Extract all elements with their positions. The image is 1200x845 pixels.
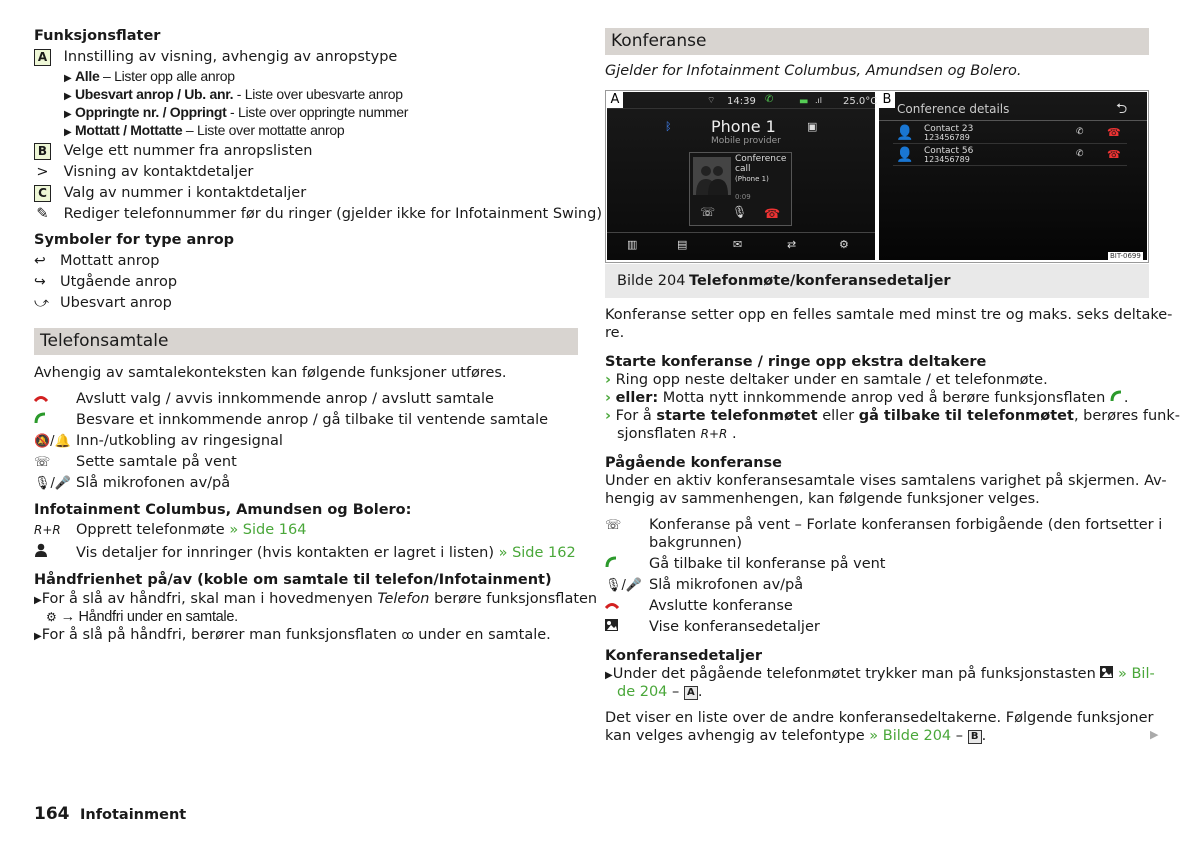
link-side-164[interactable]: » Side 164	[229, 522, 307, 538]
wifi-icon: ⌔	[707, 96, 716, 106]
start-step: › eller: Motta nytt innkommende anrop ved å berøre funksjonsflaten .	[605, 390, 1129, 406]
received-call-icon: ↩	[34, 253, 46, 269]
columbus-row: Vis detaljer for innringer (hvis kontakten er lagret i listen) » Side 162	[34, 543, 576, 561]
function-row: ☏ Sette samtale på vent	[34, 454, 237, 470]
figure-code: BIT-0699	[1110, 252, 1141, 260]
private-call-icon: ✆	[1076, 149, 1084, 159]
provider: Mobile provider	[711, 136, 781, 146]
phone-status-icon: ✆	[765, 94, 774, 105]
details-icon	[1100, 666, 1113, 678]
intro-line: Konferanse setter opp en felles samtale med minst tre og maks. seks deltake-	[605, 307, 1173, 323]
ongoing-title: Pågående konferanse	[605, 455, 783, 471]
sub-item: ▶ Ubesvart anrop / Ub. anr. - Liste over ubesvarte anrop	[64, 86, 403, 102]
hold-icon: ☏	[34, 455, 51, 470]
contact-row[interactable]: 👤 Contact 23 123456789 ✆ ☎	[893, 123, 1127, 144]
phonebook-icon: ▣	[807, 120, 818, 133]
columbus-title: Infotainment Columbus, Amundsen og Bolero:	[34, 502, 412, 518]
columbus-row: R+R Opprett telefonmøte » Side 164	[34, 522, 307, 538]
answer-icon	[605, 556, 617, 568]
ring-icon: 🔕/🔔	[34, 434, 71, 449]
clock: 14:39	[727, 96, 756, 107]
conf-function-cont: bakgrunnen)	[649, 535, 742, 551]
item-edit: ✎ Rediger telefonnummer før du ringer (gjelder ikke for Infotainment Swing)	[34, 206, 602, 222]
conf-function-row: Gå tilbake til konferanse på vent	[605, 556, 886, 572]
missed-call-icon: ⤻	[34, 295, 49, 311]
chapter-name: Infotainment	[80, 807, 187, 823]
conf-function-row: Vise konferansedetaljer	[605, 619, 820, 635]
answer-icon	[34, 412, 46, 424]
symbol-row: ⤻ Ubesvart anrop	[34, 295, 172, 311]
start-step-cont: sjonsflaten R+R .	[617, 426, 737, 442]
conf-function-row: ☏ Konferanse på vent – Forlate konferansen forbigående (den fortsetter i	[605, 517, 1163, 533]
details-step-cont: de 204 – A .	[617, 684, 703, 700]
signal-icon: .ıl	[815, 96, 822, 105]
start-title: Starte konferanse / ringe opp ekstra deltakere	[605, 354, 987, 370]
handsfree-step: ▶For å slå av håndfri, skal man i hovedmenyen Telefon berøre funksjonsflaten	[34, 591, 598, 607]
handsfree-title: Håndfrienhet på/av (koble om samtale til telefon/Infotainment)	[34, 572, 552, 588]
details-title: Konferansedetaljer	[605, 648, 762, 664]
start-step: › For å starte telefonmøtet eller gå tilbake til telefonmøtet, berøres funk-	[605, 408, 1180, 424]
conf-function-row: Avslutte konferanse	[605, 598, 793, 614]
screen-b-label: B	[879, 92, 895, 108]
symbol-row: ↩ Mottatt anrop	[34, 253, 160, 269]
temperature: 25.0°C	[843, 96, 878, 107]
hangup-icon: ☎	[1107, 148, 1121, 161]
ongoing-line: hengig av sammenhengen, kan følgende funksjoner velges.	[605, 491, 1040, 507]
section-intro: Avhengig av samtalekonteksten kan følgende funksjoner utføres.	[34, 365, 507, 381]
start-step: › Ring opp neste deltaker under en samtale / et telefonmøte.	[605, 372, 1048, 388]
screen-a	[607, 92, 878, 260]
mic-icon: 🎙/🎤	[605, 578, 643, 593]
item-b: B Velge ett nummer fra anropslisten	[34, 143, 312, 160]
function-row: Avslutt valg / avvis innkommende anrop / avslutt samtale	[34, 391, 494, 407]
outgoing-call-icon: ↪	[34, 274, 46, 290]
handsfree-step: ▶For å slå på håndfri, berører man funksjonsflaten ꝏ under en samtale.	[34, 627, 551, 643]
sub-item: ▶ Alle – Lister opp alle anrop	[64, 68, 235, 84]
answer-icon	[1110, 390, 1124, 402]
sub-item: ▶ Oppringte nr. / Oppringt - Liste over oppringte nummer	[64, 104, 409, 120]
item-chevron: > Visning av kontaktdetaljer	[34, 164, 253, 180]
details-step: ▶Under det pågående telefonmøtet trykker man på funksjonstasten » Bil-	[605, 666, 1155, 682]
item-a: A Innstilling av visning, avhengig av anropstype	[34, 49, 397, 66]
hangup-icon: ☎	[1107, 126, 1121, 139]
function-row: Besvare et innkommende anrop / gå tilbake til ventende samtale	[34, 412, 548, 428]
conf-function-row: 🎙/🎤 Slå mikrofonen av/på	[605, 577, 804, 593]
details-icon	[605, 619, 618, 631]
keypad-icon[interactable]: ▥	[627, 238, 638, 251]
funksjonsflater-title: Funksjonsflater	[34, 28, 161, 44]
mic-icon: 🎙/🎤	[34, 476, 72, 491]
call-timer: 0:09	[735, 193, 751, 201]
link-side-162[interactable]: » Side 162	[498, 545, 576, 561]
message-icon[interactable]: ✉	[733, 238, 743, 251]
calls-icon[interactable]: ⇄	[787, 238, 797, 251]
handsfree-step-cont: ⚙ → Håndfri under en samtale.	[46, 609, 238, 625]
phone-name: Phone 1	[711, 117, 776, 136]
person-icon: 👤	[896, 147, 914, 163]
person-icon: 👤	[896, 125, 914, 141]
screen-a-label: A	[607, 92, 623, 108]
figure-caption: Bilde 204 Telefonmøte/konferansedetaljer	[605, 264, 1149, 298]
back-icon[interactable]: ⮌	[1116, 101, 1128, 117]
link-bilde-204[interactable]: » Bilde 204	[869, 728, 952, 744]
next-page-arrow-icon[interactable]: ▶	[1150, 728, 1159, 741]
symbol-row: ↪ Utgående anrop	[34, 274, 178, 290]
chevron-right-icon: >	[36, 164, 49, 180]
sub-item: ▶ Mottatt / Mottatte – Liste over mottatte anrop	[64, 122, 345, 138]
section-header-konferanse: Konferanse	[605, 28, 1149, 55]
handsfree-icon: ꝏ	[401, 628, 414, 642]
settings-icon[interactable]: ⚙	[839, 238, 849, 251]
hangup-icon	[605, 602, 619, 610]
key-box-b: B	[34, 143, 51, 160]
subtitle: Gjelder for Infotainment Columbus, Amundsen og Bolero.	[605, 63, 1022, 79]
battery-icon: ▬	[799, 96, 809, 107]
ongoing-line: Under en aktiv konferansesamtale vises samtalens varighet på skjermen. Av-	[605, 473, 1167, 489]
outro-line: kan velges avhengig av telefontype » Bilde 204 – B .	[605, 728, 987, 744]
function-row: 🎙/🎤 Slå mikrofonen av/på	[34, 475, 231, 491]
key-box-a: A	[34, 49, 51, 66]
conference-avatar-icon	[693, 157, 731, 195]
key-box-c: C	[34, 185, 51, 202]
bluetooth-icon: ᛒ	[665, 120, 672, 133]
conference-add-icon: R+R	[34, 523, 61, 537]
hangup-button-icon[interactable]: ☎	[764, 207, 781, 222]
pencil-icon: ✎	[36, 206, 49, 222]
person-icon	[34, 543, 76, 561]
hangup-icon	[34, 395, 48, 403]
link-bilde-204[interactable]: » Bil-	[1118, 666, 1155, 682]
hold-button-icon[interactable]: ☏	[700, 205, 716, 219]
screen-b-title: Conference details	[897, 102, 1010, 116]
outro-line: Det viser en liste over de andre konferansedeltakerne. Følgende funksjoner	[605, 710, 1154, 726]
page-number: 164	[34, 804, 70, 824]
settings-phone-icon: ⚙	[46, 610, 61, 624]
conference-add-icon: R+R	[700, 427, 728, 441]
symbols-title: Symboler for type anrop	[34, 232, 235, 248]
item-c: C Valg av nummer i kontaktdetaljer	[34, 185, 306, 202]
link-bilde-204[interactable]: de 204	[617, 684, 668, 700]
conference-panel: Conference call (Phone 1) 0:09 ☏ 🎙 ☎	[689, 152, 792, 226]
intro-line: re.	[605, 325, 625, 341]
function-row: 🔕/🔔 Inn-/utkobling av ringesignal	[34, 433, 283, 449]
hold-icon: ☏	[605, 518, 622, 533]
private-call-icon: ✆	[1076, 127, 1084, 137]
screen-b	[879, 92, 1147, 260]
contacts-icon[interactable]: ▤	[677, 238, 688, 251]
contact-row[interactable]: 👤 Contact 56 123456789 ✆ ☎	[893, 145, 1127, 166]
mic-button-icon[interactable]: 🎙	[732, 205, 748, 219]
section-header-telefonsamtale: Telefonsamtale	[34, 328, 578, 355]
